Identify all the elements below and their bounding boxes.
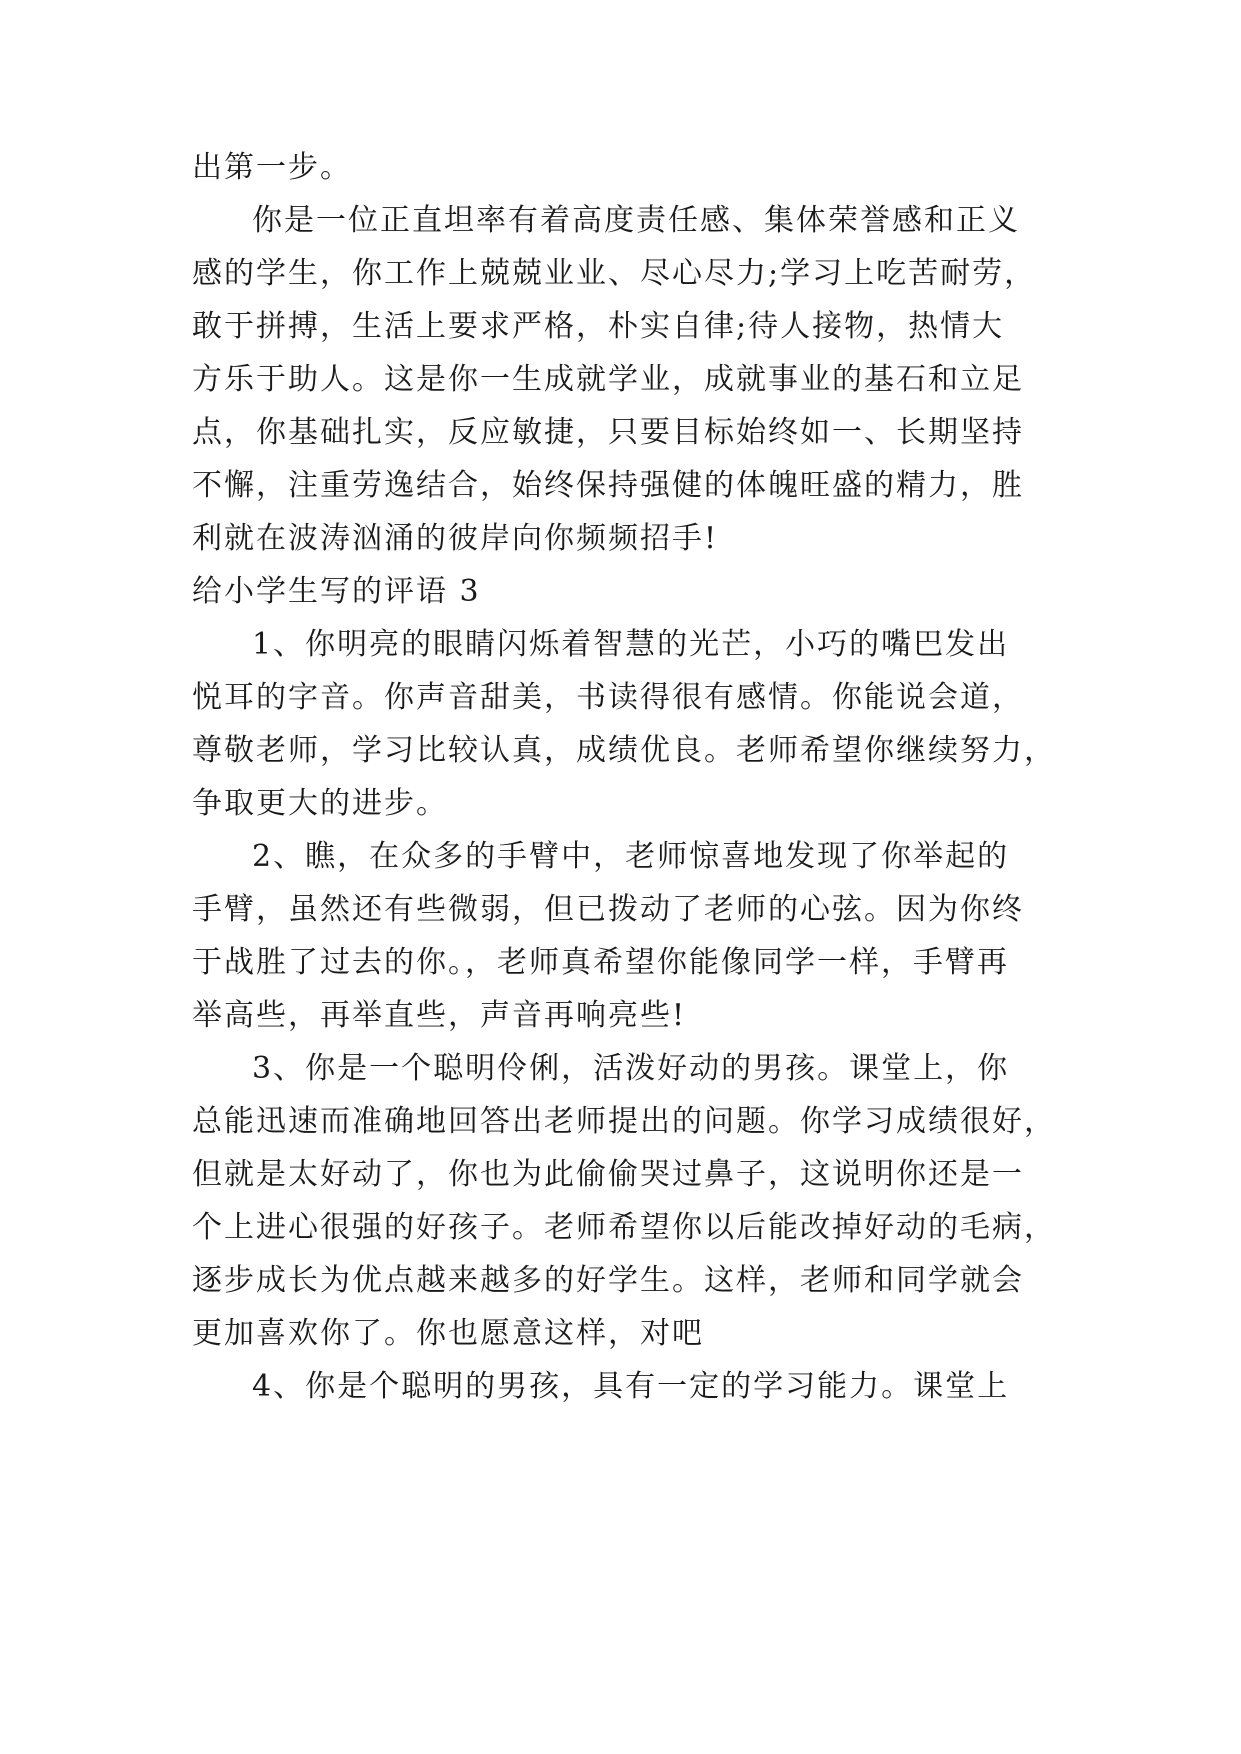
text-line: 不懈，注重劳逸结合，始终保持强健的体魄旺盛的精力，胜 — [192, 468, 1024, 503]
text-line: 敢于拼搏，生活上要求严格，朴实自律;待人接物，热情大 — [192, 309, 1005, 344]
text-line: 尊敬老师，学习比较认真，成绩优良。老师希望你继续努力， — [192, 733, 1056, 768]
text-line: 悦耳的字音。你声音甜美，书读得很有感情。你能说会道， — [192, 680, 1024, 715]
text-line: 争取更大的进步。 — [192, 786, 448, 821]
section-heading: 给小学生写的评语 3 — [192, 574, 481, 609]
text-line: 但就是太好动了，你也为此偷偷哭过鼻子，这说明你还是一 — [192, 1157, 1024, 1192]
text-line: 方乐于助人。这是你一生成就学业，成就事业的基石和立足 — [192, 362, 1024, 397]
text-line: 个上进心很强的好孩子。老师希望你以后能改掉好动的毛病， — [192, 1210, 1056, 1245]
text-line: 于战胜了过去的你。，老师真希望你能像同学一样，手臂再 — [192, 945, 1009, 980]
text-line: 点，你基础扎实，反应敏捷，只要目标始终如一、长期坚持 — [192, 415, 1024, 450]
text-line: 感的学生，你工作上兢兢业业、尽心尽力;学习上吃苦耐劳， — [192, 256, 1037, 291]
text-line: 利就在波涛汹涌的彼岸向你频频招手! — [192, 521, 719, 556]
paragraph-start: 3、你是一个聪明伶俐，活泼好动的男孩。课堂上，你 — [252, 1051, 1010, 1086]
paragraph-start: 你是一位正直坦率有着高度责任感、集体荣誉感和正义 — [252, 203, 1020, 238]
text-line: 举高些，再举直些，声音再响亮些! — [192, 998, 687, 1033]
paragraph-start: 4、你是个聪明的男孩，具有一定的学习能力。课堂上 — [252, 1369, 1010, 1404]
text-line: 手臂，虽然还有些微弱，但已拨动了老师的心弦。因为你终 — [192, 892, 1024, 927]
paragraph-start: 2、瞧，在众多的手臂中，老师惊喜地发现了你举起的 — [252, 839, 1010, 874]
paragraph-start: 1、你明亮的眼睛闪烁着智慧的光芒，小巧的嘴巴发出 — [252, 627, 1010, 662]
text-line: 出第一步。 — [192, 150, 352, 185]
text-line: 更加喜欢你了。你也愿意这样，对吧 — [192, 1316, 704, 1351]
text-line: 逐步成长为优点越来越多的好学生。这样，老师和同学就会 — [192, 1263, 1024, 1298]
text-line: 总能迅速而准确地回答出老师提出的问题。你学习成绩很好， — [192, 1104, 1056, 1139]
